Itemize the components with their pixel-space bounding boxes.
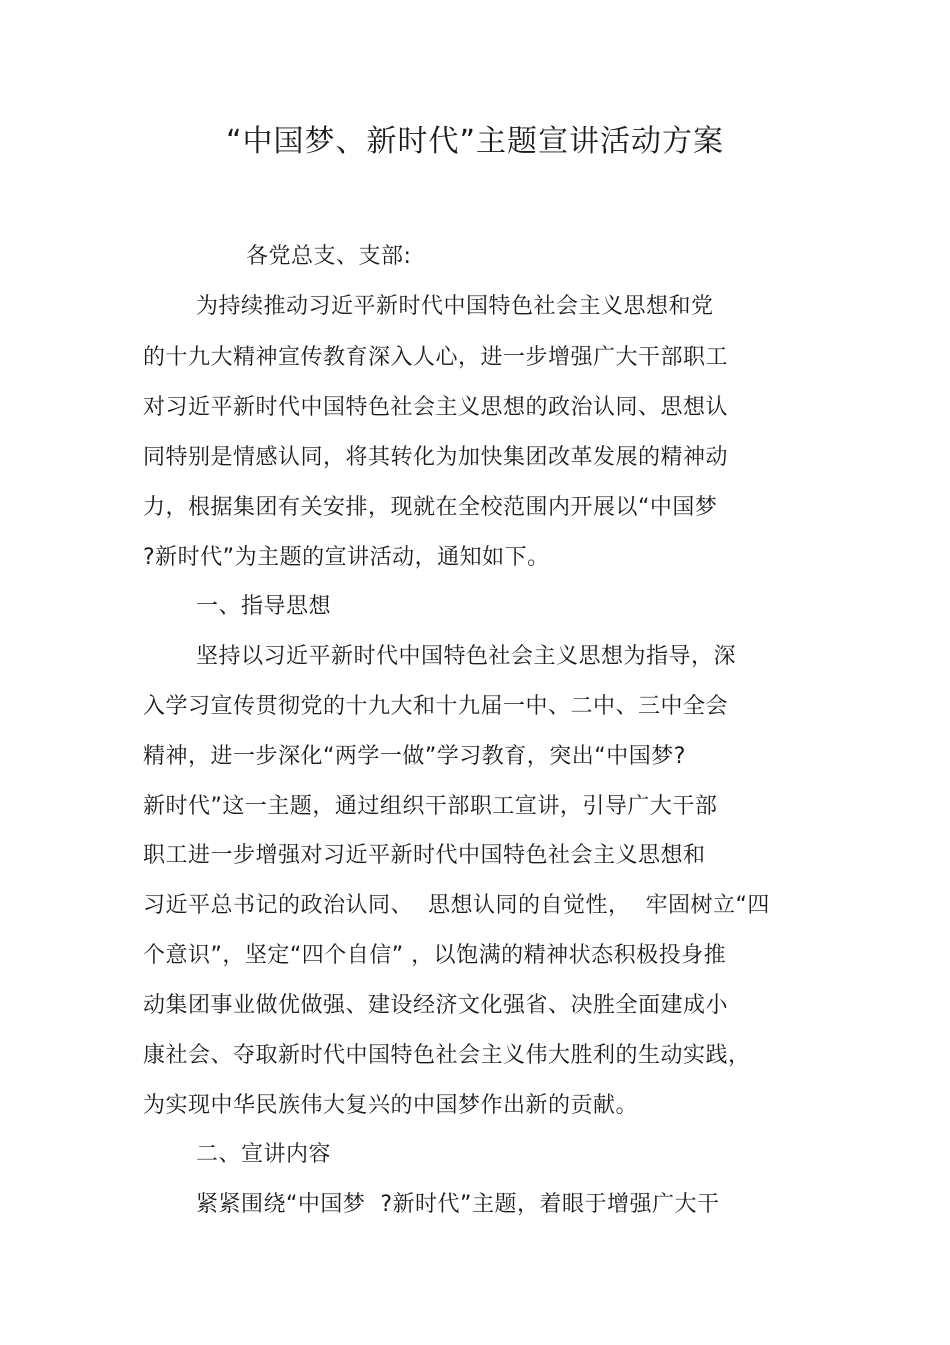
paragraph-line: 康社会、夺取新时代中国特色社会主义伟大胜利的生动实践，	[143, 1043, 751, 1068]
paragraph-line: 力，根据集团有关安排，现就在全校范围内开展以“中国梦	[143, 495, 718, 520]
salutation: 各党总支、支部:	[246, 244, 412, 269]
paragraph-line: 对习近平新时代中国特色社会主义思想的政治认同、思想认	[143, 395, 729, 420]
paragraph-line: 习近平总书记的政治认同、 思想认同的自觉性， 牢固树立“四	[143, 893, 770, 918]
paragraph-line: 坚持以习近平新时代中国特色社会主义思想为指导，深	[196, 644, 737, 669]
paragraph-line: 动集团事业做优做强、建设经济文化强省、决胜全面建成小	[143, 993, 729, 1018]
paragraph-line: 紧紧围绕“中国梦 ?新时代”主题，着眼于增强广大干	[196, 1192, 720, 1217]
paragraph-line: 新时代”这一主题，通过组织干部职工宣讲，引导广大干部	[143, 794, 718, 819]
paragraph-line: 为实现中华民族伟大复兴的中国梦作出新的贡献。	[143, 1093, 639, 1118]
paragraph-line: 精神，进一步深化“两学一做”学习教育，突出“中国梦?	[143, 744, 686, 769]
document-title: “中国梦、新时代”主题宣讲活动方案	[225, 124, 725, 159]
paragraph-line: 同特别是情感认同，将其转化为加快集团改革发展的精神动	[143, 445, 729, 470]
paragraph-line: 入学习宣传贯彻党的十九大和十九届一中、二中、三中全会	[143, 694, 729, 719]
paragraph-line: 为持续推动习近平新时代中国特色社会主义思想和党	[196, 294, 714, 319]
section-heading: 二、宣讲内容	[196, 1142, 332, 1167]
paragraph-line: 的十九大精神宣传教育深入人心，进一步增强广大干部职工	[143, 345, 729, 370]
paragraph-line: ?新时代”为主题的宣讲活动，通知如下。	[143, 545, 550, 570]
section-heading: 一、指导思想	[196, 594, 332, 619]
paragraph-line: 个意识”，坚定“四个自信” ，以饱满的精神状态积极投身推	[143, 943, 727, 968]
paragraph-line: 职工进一步增强对习近平新时代中国特色社会主义思想和	[143, 843, 706, 868]
